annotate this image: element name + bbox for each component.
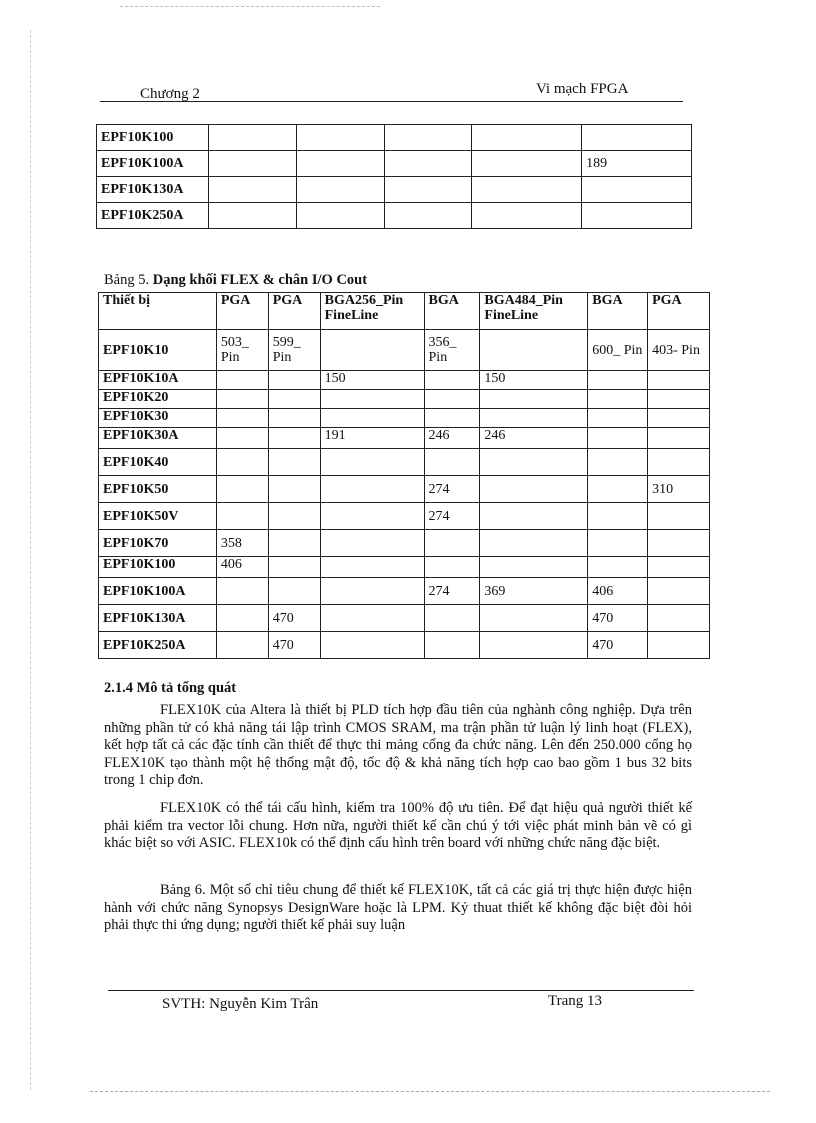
table-main-row [99, 330, 710, 371]
table-main-cell [424, 449, 480, 476]
table-main-cell: 191 [320, 428, 424, 449]
table-top-row [97, 203, 692, 229]
table-main-row [99, 390, 710, 409]
table-main-cell [648, 557, 710, 578]
table-main-cell: 356_ Pin [424, 330, 480, 371]
table-main-cell [268, 371, 320, 390]
column-header: BGA484_Pin FineLine [480, 293, 588, 330]
table-main-cell [320, 557, 424, 578]
paragraph-3 [104, 882, 692, 935]
table-main-cell [268, 428, 320, 449]
table-main-header-row [99, 293, 710, 330]
table-main-cell: 406 [216, 557, 268, 578]
table-main-cell [320, 476, 424, 503]
table-top-cell [208, 151, 296, 177]
table-main-cell [216, 503, 268, 530]
table-main-cell [424, 371, 480, 390]
table-top-cell [472, 151, 582, 177]
table-main-cell: 406 [588, 578, 648, 605]
table-main-cell [588, 557, 648, 578]
device-name-cell: EPF10K30 [99, 409, 217, 428]
device-name-cell: EPF10K50V [99, 503, 217, 530]
device-name-cell: EPF10K130A [99, 605, 217, 632]
paragraph-1 [104, 702, 692, 790]
table-main-cell [424, 632, 480, 659]
footer-author: SVTH: Nguyễn Kim Trân [162, 996, 319, 1012]
table-main-cell [648, 503, 710, 530]
table-main-cell [268, 557, 320, 578]
table-main-cell [268, 476, 320, 503]
scan-artifact-top [120, 6, 380, 7]
table-main-cell [588, 449, 648, 476]
table-main-row [99, 476, 710, 503]
table-main-row [99, 605, 710, 632]
paragraph-2 [104, 800, 692, 853]
table-main-cell [216, 428, 268, 449]
device-name-cell: EPF10K50 [99, 476, 217, 503]
device-name-cell: EPF10K100 [99, 557, 217, 578]
table-main-cell [424, 530, 480, 557]
table-top-row [97, 125, 692, 151]
table-main-cell [480, 503, 588, 530]
table-main-cell: 470 [268, 632, 320, 659]
table-top-cell [296, 151, 384, 177]
table-main-cell [268, 409, 320, 428]
table-main-row [99, 503, 710, 530]
table-top-cell [582, 125, 692, 151]
table-main-cell [648, 428, 710, 449]
table-main-cell [216, 371, 268, 390]
table-top-cell [296, 125, 384, 151]
table-main-cell: 246 [424, 428, 480, 449]
table-main-cell [320, 390, 424, 409]
table-main-cell: 246 [480, 428, 588, 449]
table-main-cell [648, 371, 710, 390]
table-main-cell: 150 [320, 371, 424, 390]
table-main-cell: 600_ Pin [588, 330, 648, 371]
device-name-cell: EPF10K30A [99, 428, 217, 449]
table-main-cell [480, 390, 588, 409]
table-main-cell [216, 409, 268, 428]
table-main-cell: 599_ Pin [268, 330, 320, 371]
column-header: PGA [216, 293, 268, 330]
table-main-cell: 470 [588, 632, 648, 659]
table-top-cell [384, 177, 472, 203]
header-subject: Vi mạch FPGA [536, 81, 629, 97]
table-main-cell [480, 409, 588, 428]
table-main-cell [216, 578, 268, 605]
table-main-cell [648, 449, 710, 476]
table-top-row [97, 151, 692, 177]
column-header: PGA [648, 293, 710, 330]
table-top-cell [472, 203, 582, 229]
table-main-cell [320, 530, 424, 557]
table-main-row [99, 409, 710, 428]
table-main-cell [480, 605, 588, 632]
device-name-cell: EPF10K10 [99, 330, 217, 371]
table-top-cell [296, 203, 384, 229]
table-top-cell [472, 125, 582, 151]
table-main-cell [648, 390, 710, 409]
table-main-cell [588, 409, 648, 428]
table-main-cell [268, 449, 320, 476]
table-main-cell [480, 476, 588, 503]
table-main-cell: 503_ Pin [216, 330, 268, 371]
scan-artifact-bottom [90, 1091, 770, 1092]
header-rule [100, 101, 683, 102]
device-name-cell: EPF10K20 [99, 390, 217, 409]
table-main-cell [588, 503, 648, 530]
table-main-cell: 150 [480, 371, 588, 390]
table-main-cell [648, 632, 710, 659]
table-main-cell [268, 530, 320, 557]
device-name-cell: EPF10K10A [99, 371, 217, 390]
device-name-cell: EPF10K100A [97, 151, 209, 177]
table-main-cell [424, 605, 480, 632]
table-main-cell [424, 557, 480, 578]
table-main-cell [268, 578, 320, 605]
column-header: BGA [588, 293, 648, 330]
table-top-row [97, 177, 692, 203]
table-main-cell [320, 605, 424, 632]
table-main-cell: 274 [424, 503, 480, 530]
table-main-cell: 274 [424, 476, 480, 503]
column-header: Thiết bị [99, 293, 217, 330]
table-main-cell [588, 530, 648, 557]
table-main-row [99, 557, 710, 578]
table-main-cell [480, 330, 588, 371]
paragraph-2-text: FLEX10K có thể tái cấu hình, kiểm tra 100% độ ưu tiên. Để đạt hiệu quả người thiết kế phải kiểm tra vector lỗi chung. Hơn nữa, người thiết kế cần chú ý tới việc phát minh bản vẽ có gì khác biệt so với ASIC. FLEX10k có thể định cấu hình trên board với những chức năng đặc biệt. [104, 800, 692, 851]
column-header: PGA [268, 293, 320, 330]
table-main-cell [320, 632, 424, 659]
table-main-cell [648, 409, 710, 428]
table-main-cell [320, 409, 424, 428]
table-main-cell: 310 [648, 476, 710, 503]
table-top-cell [384, 203, 472, 229]
table-main-cell [268, 503, 320, 530]
table-main-cell [216, 449, 268, 476]
device-name-cell: EPF10K100 [97, 125, 209, 151]
table-main-cell [588, 476, 648, 503]
table-main-cell [320, 578, 424, 605]
table-main-cell [320, 503, 424, 530]
table-main-cell: 358 [216, 530, 268, 557]
table-top-cell [582, 177, 692, 203]
table-main-cell [588, 371, 648, 390]
table-caption [104, 272, 367, 289]
table-main-row [99, 371, 710, 390]
table-main-cell [320, 449, 424, 476]
header-chapter: Chương 2 [140, 86, 200, 102]
table-top-cell [208, 125, 296, 151]
table-main-cell [268, 390, 320, 409]
table-main-row [99, 428, 710, 449]
table-main-cell [648, 578, 710, 605]
table-top-cell [208, 177, 296, 203]
table-main-row [99, 449, 710, 476]
column-header: BGA256_Pin FineLine [320, 293, 424, 330]
table-main-cell: 369 [480, 578, 588, 605]
table-main-cell [480, 449, 588, 476]
table-top-cell: 189 [582, 151, 692, 177]
device-name-cell: EPF10K40 [99, 449, 217, 476]
device-name-cell: EPF10K130A [97, 177, 209, 203]
table-main-cell [216, 476, 268, 503]
table-main-cell [480, 557, 588, 578]
table-main-cell [320, 330, 424, 371]
paragraph-1-text: FLEX10K của Altera là thiết bị PLD tích hợp đầu tiên của nghành công nghiệp. Dựa trên những phần tử có khả năng tái lập trình CMOS SRAM, ma trận phần tử luận lý linh hoạt (FLEX), kết hợp tất cả các đặc tính cần thiết để thực thi mảng cổng đa chức năng. Lên đến 250.000 cổng họ FLEX10K tạo thành một hệ thống mật độ, tốc độ & khả năng tích hợp cao bao gồm 1 bus 32 bits trong 1 chip đơn. [104, 702, 692, 788]
table-main-cell [216, 390, 268, 409]
device-name-cell: EPF10K100A [99, 578, 217, 605]
table-main-cell: 274 [424, 578, 480, 605]
caption-prefix: Bảng 5. [104, 272, 153, 288]
caption-title: Dạng khối FLEX & chân I/O Cout [152, 272, 368, 288]
table-top-cell [296, 177, 384, 203]
table-main-cell [216, 632, 268, 659]
paragraph-3-text: Bảng 6. Một số chỉ tiêu chung để thiết kế FLEX10K, tất cả các giá trị thực hiện được hiện hành với chức năng Synopsys DesignWare hoặc là LPM. Kỷ thuat thiết kế không đặc biệt đòi hỏi phải thực thi ứng dụng; người thiết kế phải suy luận [104, 882, 692, 933]
device-name-cell: EPF10K250A [99, 632, 217, 659]
table-main-cell [648, 530, 710, 557]
footer-page-number: Trang 13 [548, 993, 603, 1009]
table-main-cell [480, 632, 588, 659]
table-top-cell [208, 203, 296, 229]
footer-rule [108, 990, 694, 991]
table-top-cell [384, 151, 472, 177]
table-main-cell: 403- Pin [648, 330, 710, 371]
table-top-cell [472, 177, 582, 203]
table-top-cell [582, 203, 692, 229]
column-header: BGA [424, 293, 480, 330]
section-title: 2.1.4 Mô tả tổng quát [104, 680, 237, 696]
table-main-cell [480, 530, 588, 557]
table-main-row [99, 578, 710, 605]
table-top-cell [384, 125, 472, 151]
device-name-cell: EPF10K70 [99, 530, 217, 557]
table-main-cell [424, 409, 480, 428]
table-top [96, 124, 692, 229]
table-main-cell [216, 605, 268, 632]
table-main-cell [424, 390, 480, 409]
table-main-cell [588, 428, 648, 449]
table-main [98, 292, 710, 659]
table-main-cell [588, 390, 648, 409]
table-main-cell [648, 605, 710, 632]
table-main-cell: 470 [588, 605, 648, 632]
table-main-cell: 470 [268, 605, 320, 632]
table-main-row [99, 530, 710, 557]
table-main-row [99, 632, 710, 659]
device-name-cell: EPF10K250A [97, 203, 209, 229]
scan-margin-line [30, 30, 31, 1090]
